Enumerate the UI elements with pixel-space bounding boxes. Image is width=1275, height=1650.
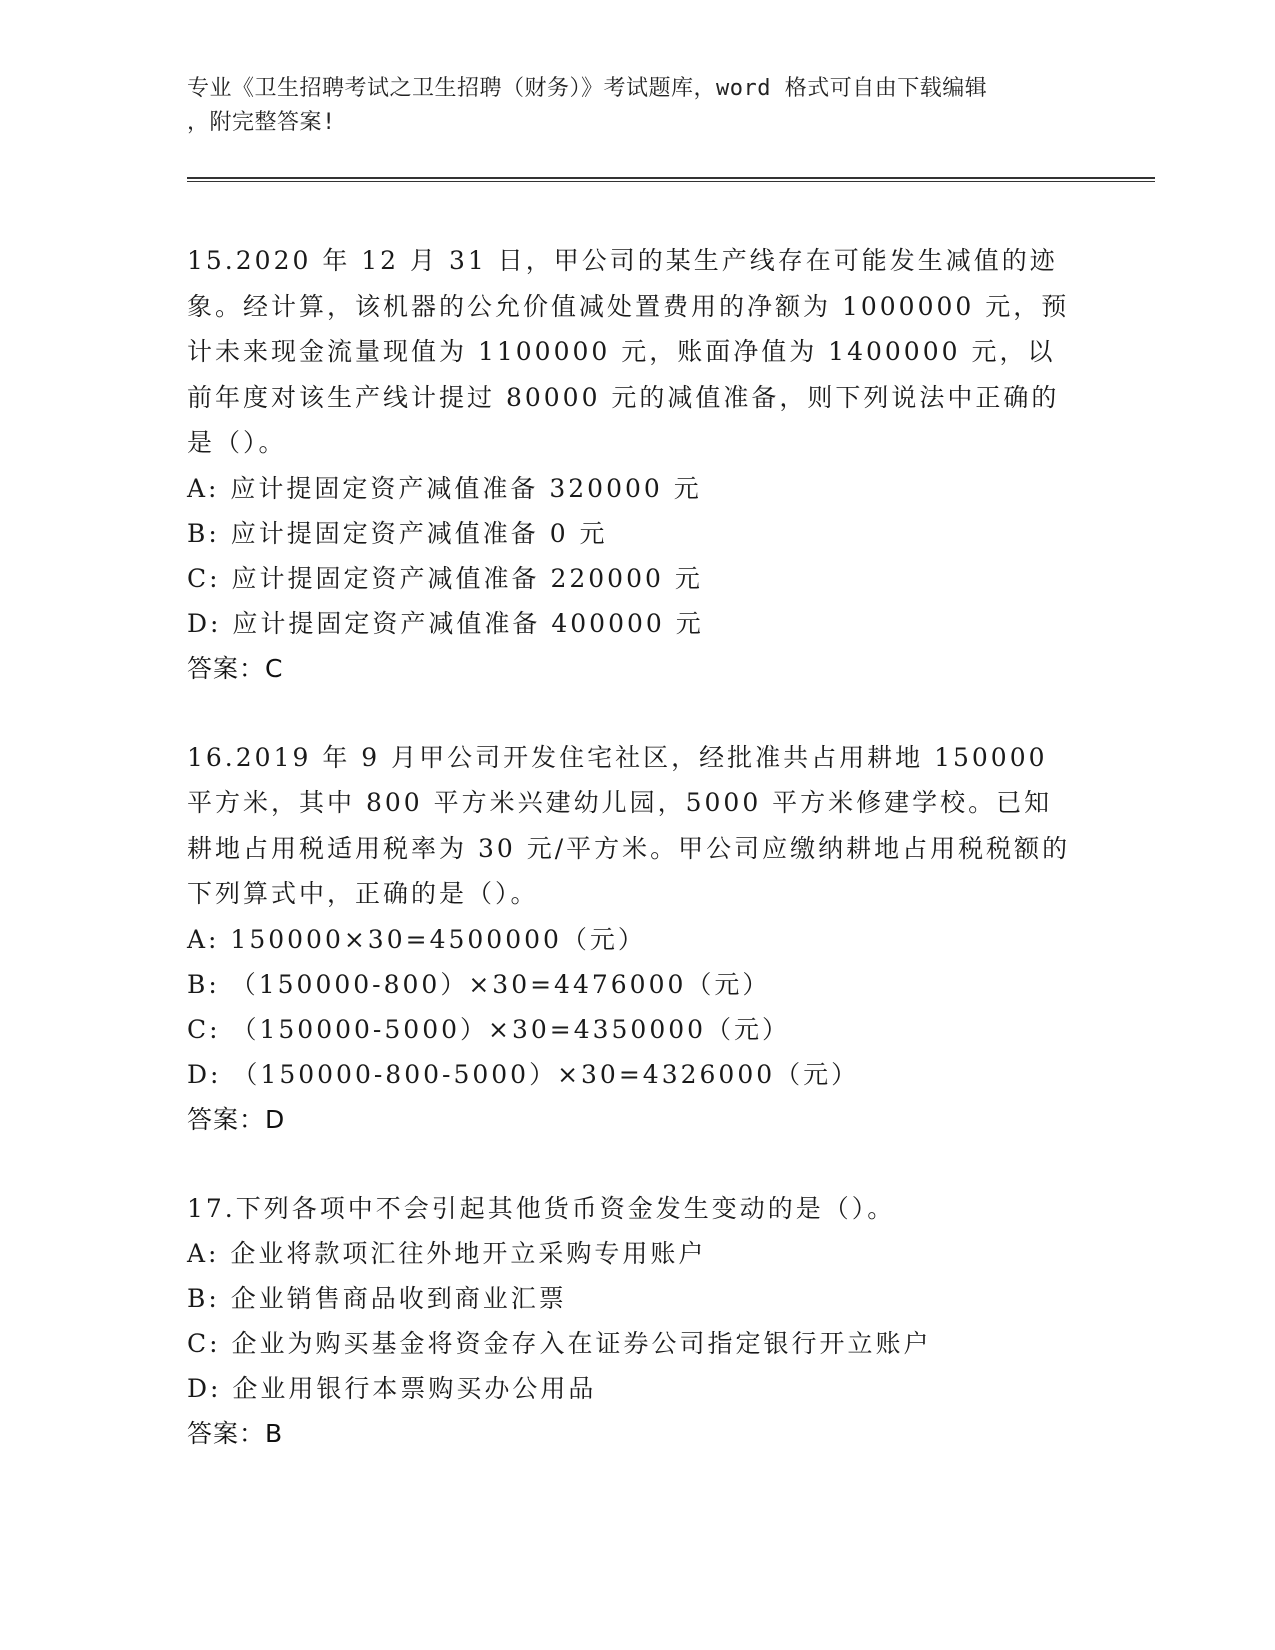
question-list (187, 238, 1077, 1457)
question-stem: 17.下列各项中不会引起其他货币资金发生变动的是（）。 (187, 1193, 896, 1223)
option-c: C: 应计提固定资产减值准备 220000 元 (187, 563, 703, 593)
option-b: B: （150000-800）×30=4476000（元） (187, 969, 771, 999)
question-17 (187, 1186, 1077, 1458)
header-line-2: ，附完整答案! (187, 110, 336, 135)
option-a: A: 150000×30=4500000（元） (187, 924, 646, 954)
answer: 答案：D (187, 1104, 286, 1134)
answer: 答案：C (187, 653, 284, 683)
option-b: B: 企业销售商品收到商业汇票 (187, 1284, 567, 1313)
question-16 (187, 735, 1077, 1143)
answer: 答案：B (187, 1419, 284, 1448)
option-d: D: 企业用银行本票购买办公用品 (187, 1374, 597, 1403)
option-a: A: 应计提固定资产减值准备 320000 元 (187, 473, 702, 503)
option-c: C: 企业为购买基金将资金存入在证券公司指定银行开立账户 (187, 1329, 932, 1358)
header-divider (187, 177, 1155, 182)
option-b: B: 应计提固定资产减值准备 0 元 (187, 518, 608, 548)
option-a: A: 企业将款项汇往外地开立采购专用账户 (187, 1239, 707, 1268)
question-spacer (187, 692, 1077, 735)
question-15 (187, 238, 1077, 692)
question-stem: 16.2019 年 9 月甲公司开发住宅社区，经批准共占用耕地 150000 平方米，其中 800 平方米兴建幼儿园，5000 平方米修建学校。已知耕地占用税适用税率为 30 元/平方米。甲公司应缴纳耕地占用税税额的下列算式中，正确的是（）。 (187, 742, 1071, 908)
option-c: C: （150000-5000）×30=4350000（元） (187, 1014, 791, 1044)
option-d: D: （150000-800-5000）×30=4326000（元） (187, 1059, 860, 1089)
question-stem: 15.2020 年 12 月 31 日，甲公司的某生产线存在可能发生减值的迹象。经计算，该机器的公允价值减处置费用的净额为 1000000 元，预计未来现金流量现值为 1100000 元，账面净值为 1400000 元，以前年度对该生产线计提过 80000 元的减值准备，则下列说法中正确的是（）。 (187, 246, 1070, 457)
header-line-1: 专业《卫生招聘考试之卫生招聘（财务）》考试题库，word 格式可自由下载编辑 (187, 76, 988, 101)
document-header (187, 72, 1067, 140)
option-d: D: 应计提固定资产减值准备 400000 元 (187, 608, 704, 638)
question-spacer (187, 1143, 1077, 1186)
